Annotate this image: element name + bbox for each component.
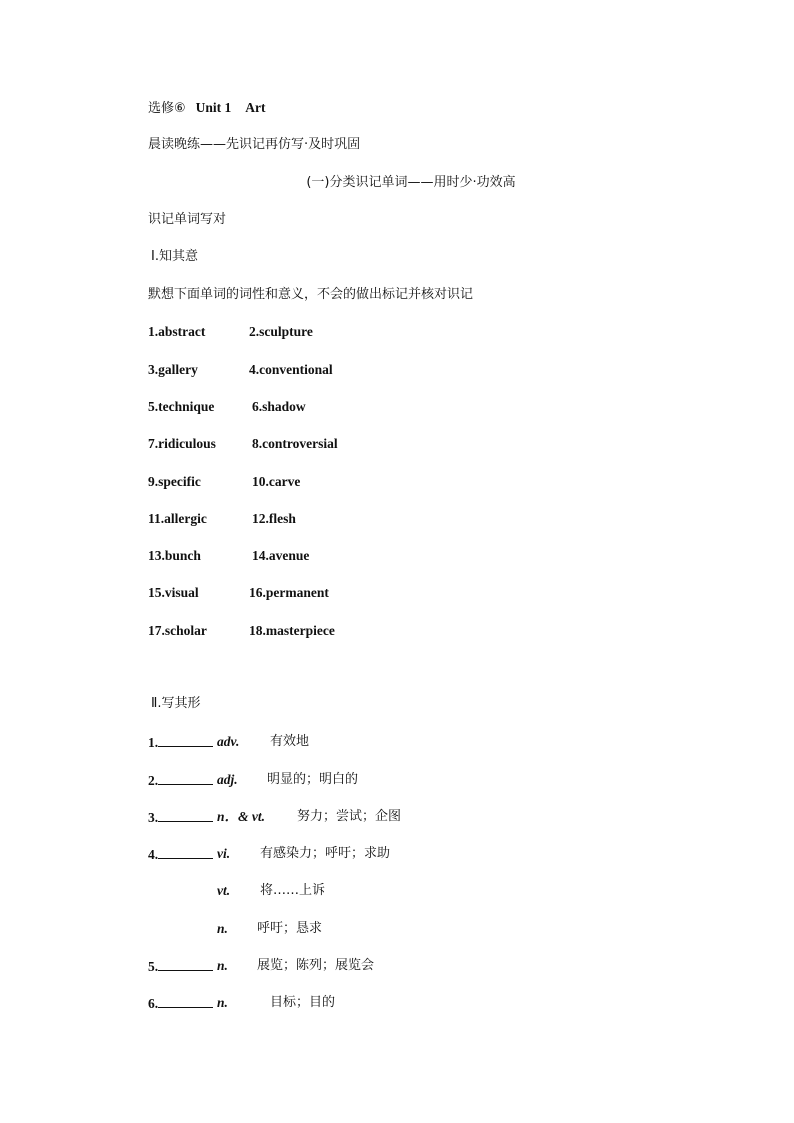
answer-blank[interactable]	[158, 808, 213, 822]
answer-blank[interactable]	[158, 994, 213, 1008]
item-number	[148, 957, 213, 976]
vocab-word: 11.allergic	[148, 511, 207, 526]
meaning-text: 明显的；明白的	[267, 772, 359, 787]
item-number	[148, 771, 213, 790]
item-number	[148, 845, 213, 864]
vocab-word: 16.permanent	[249, 585, 329, 600]
part1-label: Ⅰ.知其意	[151, 249, 198, 264]
vocab-word: 4.conventional	[249, 362, 333, 377]
meaning-text: 目标；目的	[270, 995, 336, 1010]
item-number-text: 2.	[148, 773, 159, 788]
item-number-text: 1.	[148, 735, 159, 750]
vocab-word: 9.specific	[148, 474, 201, 489]
vocab-word: 18.masterpiece	[249, 623, 335, 638]
vocab-word: 6.shadow	[252, 399, 306, 414]
meaning-text: 有感染力；呼吁；求助	[260, 846, 391, 861]
vocab-word: 13.bunch	[148, 548, 201, 563]
meaning-text: 展览；陈列；展览会	[257, 958, 375, 973]
answer-blank[interactable]	[158, 733, 213, 747]
topic-label: Art	[245, 100, 266, 115]
item-number-text: 6.	[148, 996, 159, 1011]
part-of-speech: n.	[217, 958, 228, 973]
item-number	[148, 808, 213, 827]
part-of-speech: adj.	[217, 772, 238, 787]
part-of-speech: vt.	[217, 883, 231, 898]
part-of-speech: n.	[217, 995, 228, 1010]
part2-label: Ⅱ.写其形	[151, 696, 201, 711]
subtitle: 晨读晚练——先识记再仿写·及时巩固	[148, 137, 361, 152]
part-of-speech: vi.	[217, 846, 231, 861]
meaning-text: 呼吁；恳求	[257, 921, 323, 936]
vocab-word: 8.controversial	[252, 436, 338, 451]
meaning-text: 将……上诉	[260, 883, 326, 898]
vocab-word: 10.carve	[252, 474, 301, 489]
part-of-speech: adv.	[217, 734, 240, 749]
vocab-word: 1.abstract	[148, 324, 206, 339]
answer-blank[interactable]	[158, 957, 213, 971]
item-number-text: 4.	[148, 847, 159, 862]
module-label: 选修⑥	[148, 101, 186, 116]
part-of-speech: n.	[217, 921, 228, 936]
part1-instruction: 默想下面单词的词性和意义，不会的做出标记并核对识记	[148, 287, 474, 302]
meaning-text: 有效地	[270, 734, 310, 749]
item-number-text: 5.	[148, 959, 159, 974]
unit-label: Unit 1	[195, 100, 232, 115]
part-of-speech: n．& vt.	[217, 809, 266, 824]
meaning-text: 努力；尝试；企图	[297, 809, 402, 824]
answer-blank[interactable]	[158, 771, 213, 785]
vocab-word: 5.technique	[148, 399, 215, 414]
heading-memorize: 识记单词写对	[148, 212, 227, 227]
vocab-word: 2.sculpture	[249, 324, 313, 339]
item-number	[148, 994, 213, 1013]
item-number-text: 3.	[148, 810, 159, 825]
vocab-word: 17.scholar	[148, 623, 207, 638]
section-title: (一)分类识记单词——用时少·功效高	[306, 175, 516, 190]
vocab-word: 14.avenue	[252, 548, 310, 563]
vocab-word: 12.flesh	[252, 511, 296, 526]
vocab-word: 15.visual	[148, 585, 199, 600]
item-number	[148, 733, 213, 752]
answer-blank[interactable]	[158, 845, 213, 859]
document-header	[148, 99, 266, 118]
vocab-word: 3.gallery	[148, 362, 198, 377]
vocab-word: 7.ridiculous	[148, 436, 216, 451]
